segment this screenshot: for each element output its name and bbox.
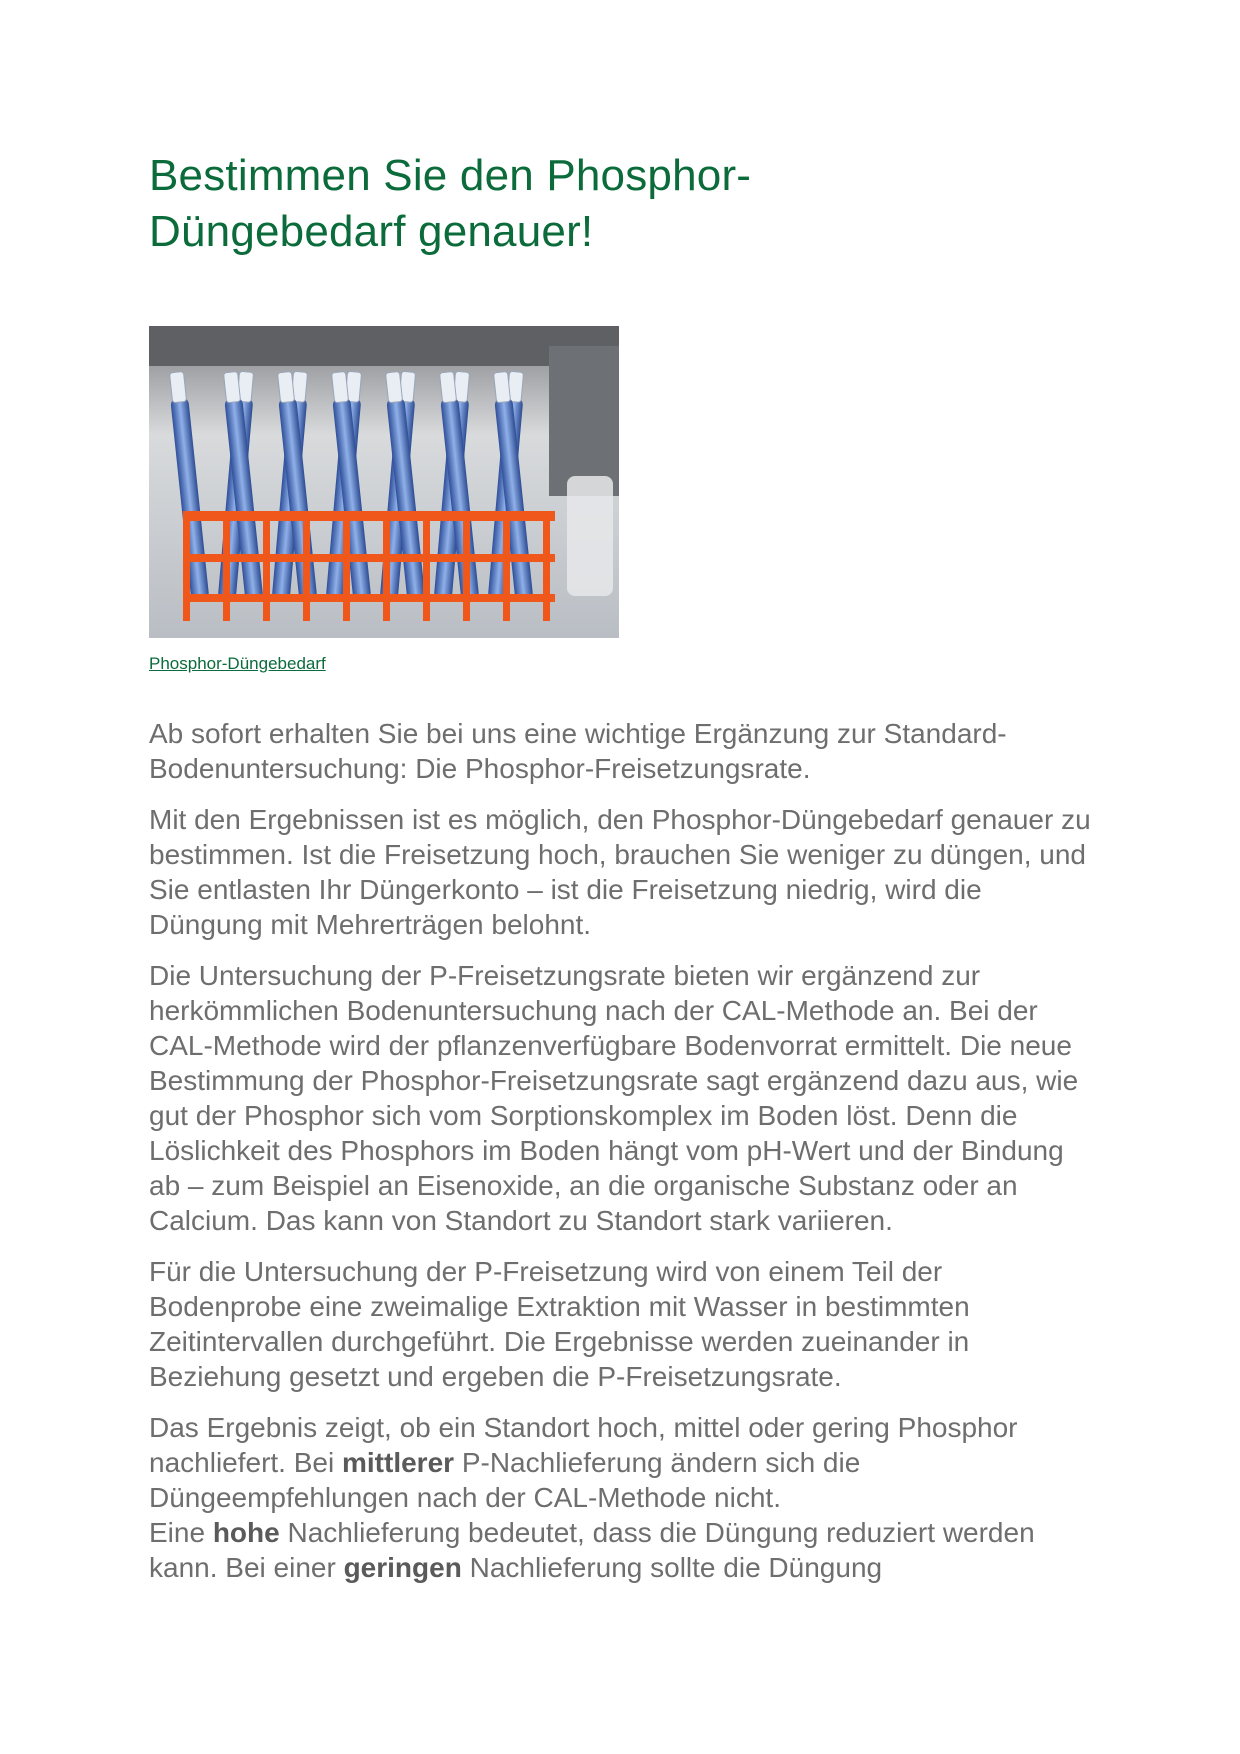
text-span: Eine (149, 1517, 213, 1548)
rack-post (183, 511, 190, 621)
paragraph-recommendation (149, 1515, 1099, 1585)
bold-hohe: hohe (212, 1517, 280, 1548)
rack-post (383, 511, 390, 621)
rack-post (463, 511, 470, 621)
image-caption-link[interactable]: Phosphor-Düngebedarf (149, 654, 326, 673)
bold-mittlerer: mittlerer (342, 1447, 455, 1478)
text-span: Das Ergebnis zeigt, ob ein Standort hoch, mittel oder gering Phosphor nachliefert. Bei (149, 1412, 1018, 1478)
rack-bar (183, 594, 555, 602)
rack-post (543, 511, 550, 621)
paragraph-procedure: Für die Untersuchung der P-Freisetzung wird von einem Teil der Bodenprobe eine zweimalige Extraktion mit Wasser in bestimmten Zeitintervallen durchgeführt. Die Ergebnisse werden zueinander in Beziehung gesetzt und ergeben die P-Freisetzungsrate. (149, 1256, 970, 1392)
rack-post (263, 511, 270, 621)
rack-post (303, 511, 310, 621)
article-body (149, 716, 1099, 1601)
text-span: Nachlieferung bedeutet, dass die Düngung reduziert werden kann. Bei einer (149, 1517, 1035, 1583)
paragraph-intro: Ab sofort erhalten Sie bei uns eine wichtige Ergänzung zur Standard-Bodenuntersuchung: Die Phosphor-Freisetzungsrate. (149, 718, 1007, 784)
rack-post (223, 511, 230, 621)
paragraph-method: Die Untersuchung der P-Freisetzungsrate bieten wir ergänzend zur herkömmlichen Bodenuntersuchung nach der CAL-Methode an. Bei der CAL-Methode wird der pflanzenverfügbare Bodenvorrat ermittelt. Die neue Bestimmung der Phosphor-Freisetzungsrate sagt ergänzend dazu aus, wie gut der Phosphor sich vom Sorptionskomplex im Boden löst. Denn die Löslichkeit des Phosphors im Boden hängt vom pH-Wert und der Bindung ab – zum Beispiel an Eisenoxide, an die organische Substanz oder an Calcium. Das kann von Standort zu Standort stark variieren. (149, 960, 1079, 1236)
rack-post (423, 511, 430, 621)
page-title: Bestimmen Sie den Phosphor-Düngebedarf genauer! (149, 151, 752, 256)
paragraph-result (149, 1410, 1099, 1515)
paragraph-benefit: Mit den Ergebnissen ist es möglich, den Phosphor-Düngebedarf genauer zu bestimmen. Ist die Freisetzung hoch, brauchen Sie weniger zu düngen, und Sie entlasten Ihr Düngerkonto – ist die Freisetzung niedrig, wird die Düngung mit Mehrerträgen belohnt. (149, 804, 1091, 940)
bold-geringen: geringen (343, 1552, 462, 1583)
test-tubes-photo (149, 326, 619, 638)
rack-post (343, 511, 350, 621)
rack-post (503, 511, 510, 621)
text-span: Nachlieferung sollte die Düngung (461, 1552, 883, 1583)
rack-bar (183, 554, 555, 562)
rack-bar (183, 511, 555, 521)
text-span: P-Nachlieferung ändern sich die Düngeempfehlungen nach der CAL-Methode nicht. (149, 1447, 861, 1513)
